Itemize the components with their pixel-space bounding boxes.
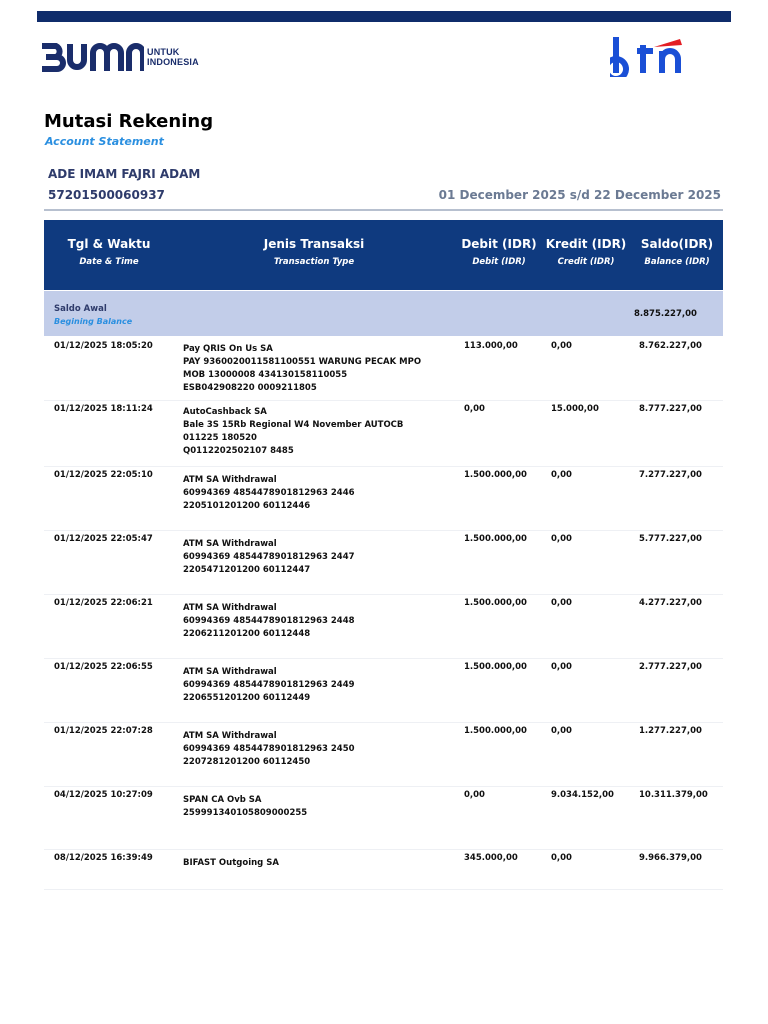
row-debit: 0,00 bbox=[464, 790, 485, 800]
row-credit: 0,00 bbox=[551, 534, 572, 544]
row-credit: 9.034.152,00 bbox=[551, 790, 614, 800]
row-description bbox=[183, 857, 279, 870]
row-description-line: Bale 3S 15Rb Regional W4 November AUTOCB bbox=[183, 420, 404, 430]
row-balance: 2.777.227,00 bbox=[639, 662, 702, 672]
row-debit: 1.500.000,00 bbox=[464, 534, 527, 544]
btn-bank-logo-icon bbox=[610, 35, 686, 77]
row-description-line: 2206551201200 60112449 bbox=[183, 693, 311, 703]
row-date: 01/12/2025 22:06:55 bbox=[54, 662, 153, 672]
row-description-line: 60994369 4854478901812963 2449 bbox=[183, 680, 355, 690]
table-row bbox=[44, 659, 723, 723]
header-credit-sublabel: Credit (IDR) bbox=[557, 257, 615, 267]
row-description-line: 60994369 4854478901812963 2447 bbox=[183, 552, 355, 562]
row-date: 01/12/2025 22:06:21 bbox=[54, 598, 153, 608]
page-title: Mutasi Rekening bbox=[44, 111, 214, 132]
row-debit: 1.500.000,00 bbox=[464, 598, 527, 608]
row-balance: 1.277.227,00 bbox=[639, 726, 702, 736]
row-credit: 0,00 bbox=[551, 470, 572, 480]
table-row bbox=[44, 787, 723, 850]
row-credit: 0,00 bbox=[551, 598, 572, 608]
row-description-line: SPAN CA Ovb SA bbox=[183, 795, 262, 805]
header-date-sublabel: Date & Time bbox=[79, 257, 139, 267]
row-description-line: 60994369 4854478901812963 2446 bbox=[183, 488, 355, 498]
row-balance: 8.777.227,00 bbox=[639, 404, 702, 414]
header-balance-sublabel: Balance (IDR) bbox=[644, 257, 710, 267]
row-date: 01/12/2025 18:05:20 bbox=[54, 341, 153, 351]
row-balance: 7.277.227,00 bbox=[639, 470, 702, 480]
row-description bbox=[183, 730, 355, 769]
opening-balance-label: Saldo Awal bbox=[54, 304, 107, 314]
row-credit: 0,00 bbox=[551, 726, 572, 736]
header-date bbox=[44, 237, 174, 267]
row-description bbox=[183, 474, 355, 513]
header-type-sublabel: Transaction Type bbox=[273, 257, 355, 267]
table-header bbox=[44, 220, 723, 290]
row-date: 01/12/2025 22:07:28 bbox=[54, 726, 153, 736]
row-debit: 1.500.000,00 bbox=[464, 662, 527, 672]
account-holder-name: ADE IMAM FAJRI ADAM bbox=[48, 167, 201, 181]
row-description bbox=[183, 666, 355, 705]
header-date-label: Tgl & Waktu bbox=[67, 237, 151, 251]
row-description-line: MOB 13000008 434130158110055 bbox=[183, 370, 348, 380]
bumn-tag-line1: UNTUK bbox=[147, 47, 180, 57]
statement-period: 01 December 2025 s/d 22 December 2025 bbox=[438, 188, 721, 202]
row-description-line: ATM SA Withdrawal bbox=[183, 539, 277, 549]
row-balance: 10.311.379,00 bbox=[639, 790, 708, 800]
opening-balance-value: 8.875.227,00 bbox=[634, 309, 697, 319]
row-date: 01/12/2025 22:05:47 bbox=[54, 534, 153, 544]
top-brand-bar bbox=[37, 11, 731, 22]
row-description bbox=[183, 406, 403, 458]
row-description-line: ESB042908220 0009211805 bbox=[183, 383, 317, 393]
row-description-line: 2205471201200 60112447 bbox=[183, 565, 311, 575]
table-row bbox=[44, 850, 723, 890]
row-date: 01/12/2025 18:11:24 bbox=[54, 404, 153, 414]
header-divider bbox=[44, 209, 723, 211]
table-row bbox=[44, 338, 723, 401]
header-debit-label: Debit (IDR) bbox=[461, 237, 537, 251]
bumn-wordmark-icon bbox=[40, 41, 144, 73]
page-subtitle: Account Statement bbox=[45, 135, 164, 148]
header-balance-label: Saldo(IDR) bbox=[640, 237, 714, 251]
account-number: 57201500060937 bbox=[48, 188, 165, 202]
header-balance bbox=[633, 237, 721, 267]
row-date: 04/12/2025 10:27:09 bbox=[54, 790, 153, 800]
row-description-line: 2206211201200 60112448 bbox=[183, 629, 311, 639]
header-type-label: Jenis Transaksi bbox=[263, 237, 365, 251]
bumn-tag-line2: INDONESIA bbox=[147, 57, 199, 67]
row-debit: 1.500.000,00 bbox=[464, 470, 527, 480]
header-credit bbox=[543, 237, 629, 267]
row-credit: 0,00 bbox=[551, 341, 572, 351]
row-credit: 15.000,00 bbox=[551, 404, 599, 414]
row-description bbox=[183, 602, 355, 641]
row-description-line: 2205101201200 60112446 bbox=[183, 501, 311, 511]
row-description-line: 011225 180520 bbox=[183, 433, 257, 443]
row-balance: 9.966.379,00 bbox=[639, 853, 702, 863]
table-row bbox=[44, 467, 723, 531]
row-description-line: AutoCashback SA bbox=[183, 407, 267, 417]
row-description-line: ATM SA Withdrawal bbox=[183, 603, 277, 613]
row-description-line: ATM SA Withdrawal bbox=[183, 731, 277, 741]
bumn-logo bbox=[40, 40, 199, 74]
row-credit: 0,00 bbox=[551, 853, 572, 863]
opening-balance-label-en: Begining Balance bbox=[54, 317, 133, 326]
row-debit: 113.000,00 bbox=[464, 341, 518, 351]
row-credit: 0,00 bbox=[551, 662, 572, 672]
row-description-line: PAY 9360020011581100551 WARUNG PECAK MPO bbox=[183, 357, 422, 367]
row-description-line: BIFAST Outgoing SA bbox=[183, 858, 279, 868]
row-description-line: 60994369 4854478901812963 2448 bbox=[183, 616, 355, 626]
row-description-line: 60994369 4854478901812963 2450 bbox=[183, 744, 355, 754]
table-row bbox=[44, 401, 723, 467]
row-description-line: 259991340105809000255 bbox=[183, 808, 308, 818]
row-balance: 8.762.227,00 bbox=[639, 341, 702, 351]
table-row bbox=[44, 595, 723, 659]
row-balance: 5.777.227,00 bbox=[639, 534, 702, 544]
row-description bbox=[183, 794, 307, 820]
opening-balance-row bbox=[44, 291, 723, 336]
row-description-line: ATM SA Withdrawal bbox=[183, 475, 277, 485]
row-date: 08/12/2025 16:39:49 bbox=[54, 853, 153, 863]
row-description-line: Pay QRIS On Us SA bbox=[183, 344, 273, 354]
header-debit-sublabel: Debit (IDR) bbox=[472, 257, 526, 267]
row-balance: 4.277.227,00 bbox=[639, 598, 702, 608]
table-row bbox=[44, 531, 723, 595]
row-debit: 1.500.000,00 bbox=[464, 726, 527, 736]
header-type bbox=[194, 237, 434, 267]
table-row bbox=[44, 723, 723, 787]
row-description-line: Q0112202502107 8485 bbox=[183, 446, 294, 456]
row-debit: 345.000,00 bbox=[464, 853, 518, 863]
row-date: 01/12/2025 22:05:10 bbox=[54, 470, 153, 480]
row-description bbox=[183, 343, 421, 395]
row-debit: 0,00 bbox=[464, 404, 485, 414]
row-description bbox=[183, 538, 355, 577]
row-description-line: 2207281201200 60112450 bbox=[183, 757, 311, 767]
header-debit bbox=[456, 237, 542, 267]
row-description-line: ATM SA Withdrawal bbox=[183, 667, 277, 677]
header-credit-label: Kredit (IDR) bbox=[545, 237, 627, 251]
